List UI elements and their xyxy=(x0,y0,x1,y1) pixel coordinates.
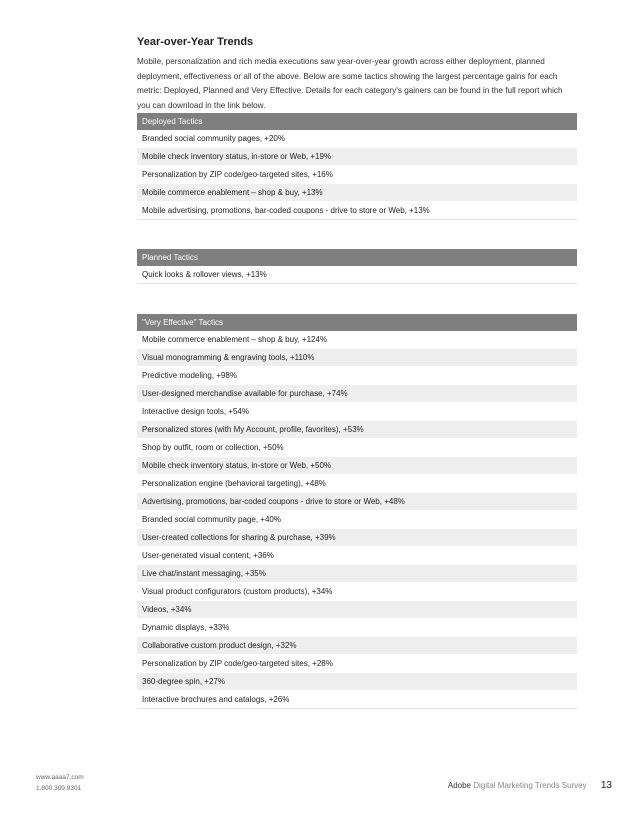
intro-paragraph: Mobile, personalization and rich media executions saw year-over-year growth across either deployment, planned deployment, effectiveness or all of the above. Below are some tactics showing the largest percentage gains for each metric: Deployed, Planned and Very Effective. Details for each category's gainers can be found in the full report which you can download in the link below. xyxy=(137,57,563,110)
table-row: Mobile commerce enablement – shop & buy, +13% xyxy=(137,184,577,202)
table-row: Mobile commerce enablement – shop & buy, +124% xyxy=(137,331,577,349)
very-effective-table xyxy=(137,314,577,709)
table-row: Interactive design tools, +54% xyxy=(137,403,577,421)
footer-title xyxy=(448,780,612,791)
footer-survey-name: Digital Marketing Trends Survey xyxy=(473,781,587,790)
table-row: Visual monogramming & engraving tools, +110% xyxy=(137,349,577,367)
table-row: Live chat/instant messaging, +35% xyxy=(137,565,577,583)
table-row: Branded social community page, +40% xyxy=(137,511,577,529)
table-row: 360-degree spin, +27% xyxy=(137,673,577,691)
footer-contact xyxy=(36,772,84,794)
table-row: Personalization by ZIP code/geo-targeted sites, +28% xyxy=(137,655,577,673)
deployed-table-header: Deployed Tactics xyxy=(137,113,577,130)
table-row: Personalization engine (behavioral targeting), +48% xyxy=(137,475,577,493)
table-row: Personalization by ZIP code/geo-targeted sites, +16% xyxy=(137,166,577,184)
table-row: User-created collections for sharing & purchase, +39% xyxy=(137,529,577,547)
table-row: User-generated visual content, +36% xyxy=(137,547,577,565)
table-row: User-designed merchandise available for purchase, +74% xyxy=(137,385,577,403)
planned-table-header: Planned Tactics xyxy=(137,249,577,266)
table-row: Videos, +34% xyxy=(137,601,577,619)
section-heading: Year-over-Year Trends xyxy=(137,36,254,48)
footer-brand: Adobe xyxy=(447,781,472,790)
table-row: Quick looks & rollover views, +13% xyxy=(137,266,577,284)
page-number: 13 xyxy=(600,780,612,791)
table-row: Mobile check inventory status, in-store or Web, +19% xyxy=(137,148,577,166)
deployed-table xyxy=(137,113,577,220)
footer-website[interactable]: www.aaaa7.com xyxy=(36,774,84,781)
footer-phone: 1.800.309.9301 xyxy=(36,785,82,792)
table-row: Personalized stores (with My Account, profile, favorites), +53% xyxy=(137,421,577,439)
very-effective-table-header: "Very Effective" Tactics xyxy=(137,314,577,331)
table-row: Dynamic displays, +33% xyxy=(137,619,577,637)
table-row: Collaborative custom product design, +32% xyxy=(137,637,577,655)
planned-table xyxy=(137,249,577,284)
table-row: Advertising, promotions, bar-coded coupons - drive to store or Web, +48% xyxy=(137,493,577,511)
table-row: Visual product configurators (custom products), +34% xyxy=(137,583,577,601)
table-row: Mobile advertising, promotions, bar-coded coupons - drive to store or Web, +13% xyxy=(137,202,577,220)
table-row: Interactive brochures and catalogs, +26% xyxy=(137,691,577,709)
table-row: Shop by outfit, room or collection, +50% xyxy=(137,439,577,457)
table-row: Predictive modeling, +98% xyxy=(137,367,577,385)
table-row: Branded social community pages, +20% xyxy=(137,130,577,148)
table-row: Mobile check inventory status, in-store or Web, +50% xyxy=(137,457,577,475)
